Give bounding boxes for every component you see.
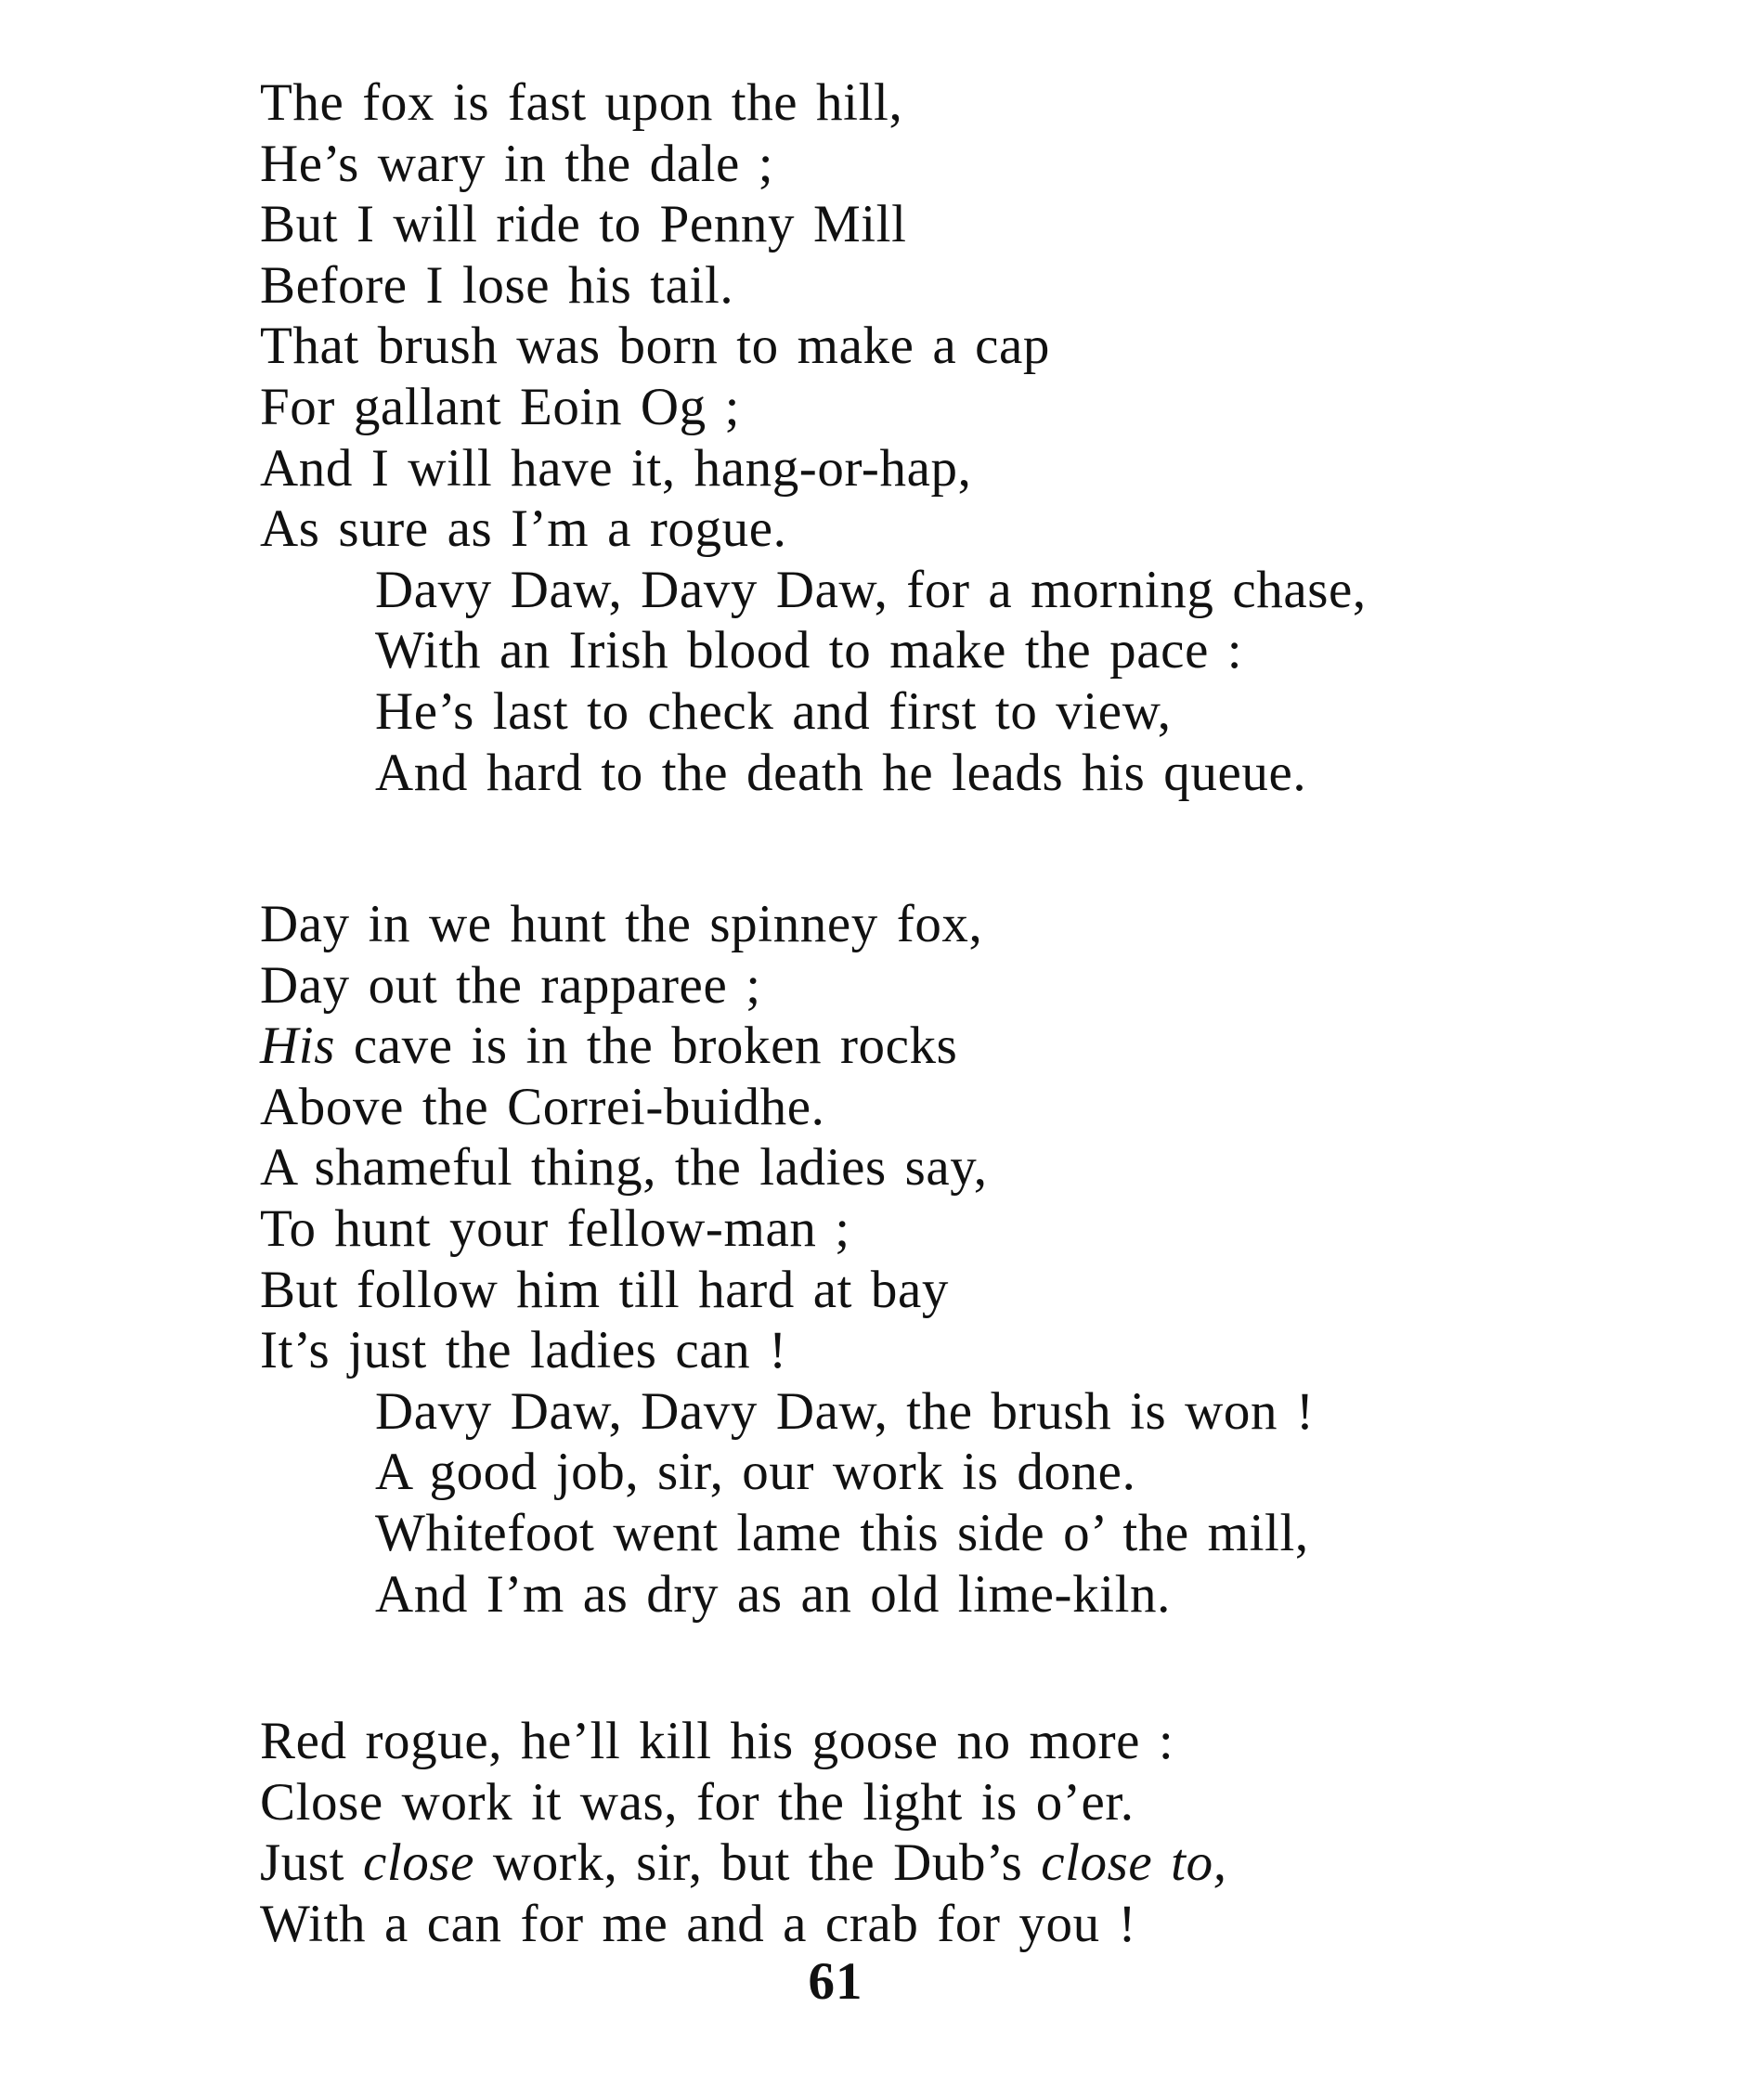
italic-word: close to,	[1041, 1833, 1227, 1893]
verse-line: With a can for me and a crab for you !	[260, 1894, 1137, 1953]
italic-word: close	[362, 1833, 475, 1893]
verse-line: It’s just the ladies can !	[260, 1321, 787, 1380]
verse-line: But follow him till hard at bay	[260, 1260, 950, 1319]
verse-line: As sure as I’m a rogue.	[260, 499, 787, 559]
refrain-line: A good job, sir, our work is done.	[375, 1443, 1136, 1502]
verse-line: For gallant Eoin Og ;	[260, 377, 741, 436]
verse-line: Before I lose his tail.	[260, 255, 734, 315]
page-number: 61	[808, 1952, 863, 2011]
verse-line: And I will have it, hang-or-hap,	[260, 438, 972, 498]
refrain-line: He’s last to check and first to view,	[375, 681, 1172, 741]
verse-line: But I will ride to Penny Mill	[260, 195, 907, 254]
italic-word: His	[260, 1017, 335, 1076]
verse-line: Day out the rapparee ;	[260, 955, 761, 1015]
stanza-2	[260, 894, 1560, 1625]
verse-line: His cave is in the broken rocks	[260, 1017, 958, 1076]
verse-line: That brush was born to make a cap	[260, 317, 1050, 376]
verse-line: Day in we hunt the spinney fox,	[260, 895, 983, 953]
verse-line: Red rogue, he’ll kill his goose no more :	[260, 1712, 1174, 1770]
refrain-line: Whitefoot went lame this side o’ the mill,	[375, 1503, 1309, 1562]
verse-line: Close work it was, for the light is o’er.	[260, 1772, 1135, 1832]
verse-line: A shameful thing, the ladies say,	[260, 1138, 988, 1198]
refrain-line: Davy Daw, Davy Daw, for a morning chase,	[375, 560, 1367, 619]
refrain-line: Davy Daw, Davy Daw, the brush is won !	[375, 1381, 1315, 1441]
stanza-1	[260, 72, 1560, 803]
refrain-line: And hard to the death he leads his queue.	[375, 743, 1307, 802]
verse-line: He’s wary in the dale ;	[260, 134, 774, 193]
verse-line: Just close work, sir, but the Dub’s close to,	[260, 1833, 1227, 1893]
refrain-line: With an Irish blood to make the pace :	[375, 621, 1243, 680]
verse-line: Above the Correi-buidhe.	[260, 1077, 825, 1136]
verse-line: The fox is fast upon the hill,	[260, 73, 903, 132]
refrain-line: And I’m as dry as an old lime-kiln.	[375, 1564, 1172, 1624]
verse-line: To hunt your fellow-man ;	[260, 1198, 850, 1258]
stanza-3	[260, 1711, 1560, 1954]
